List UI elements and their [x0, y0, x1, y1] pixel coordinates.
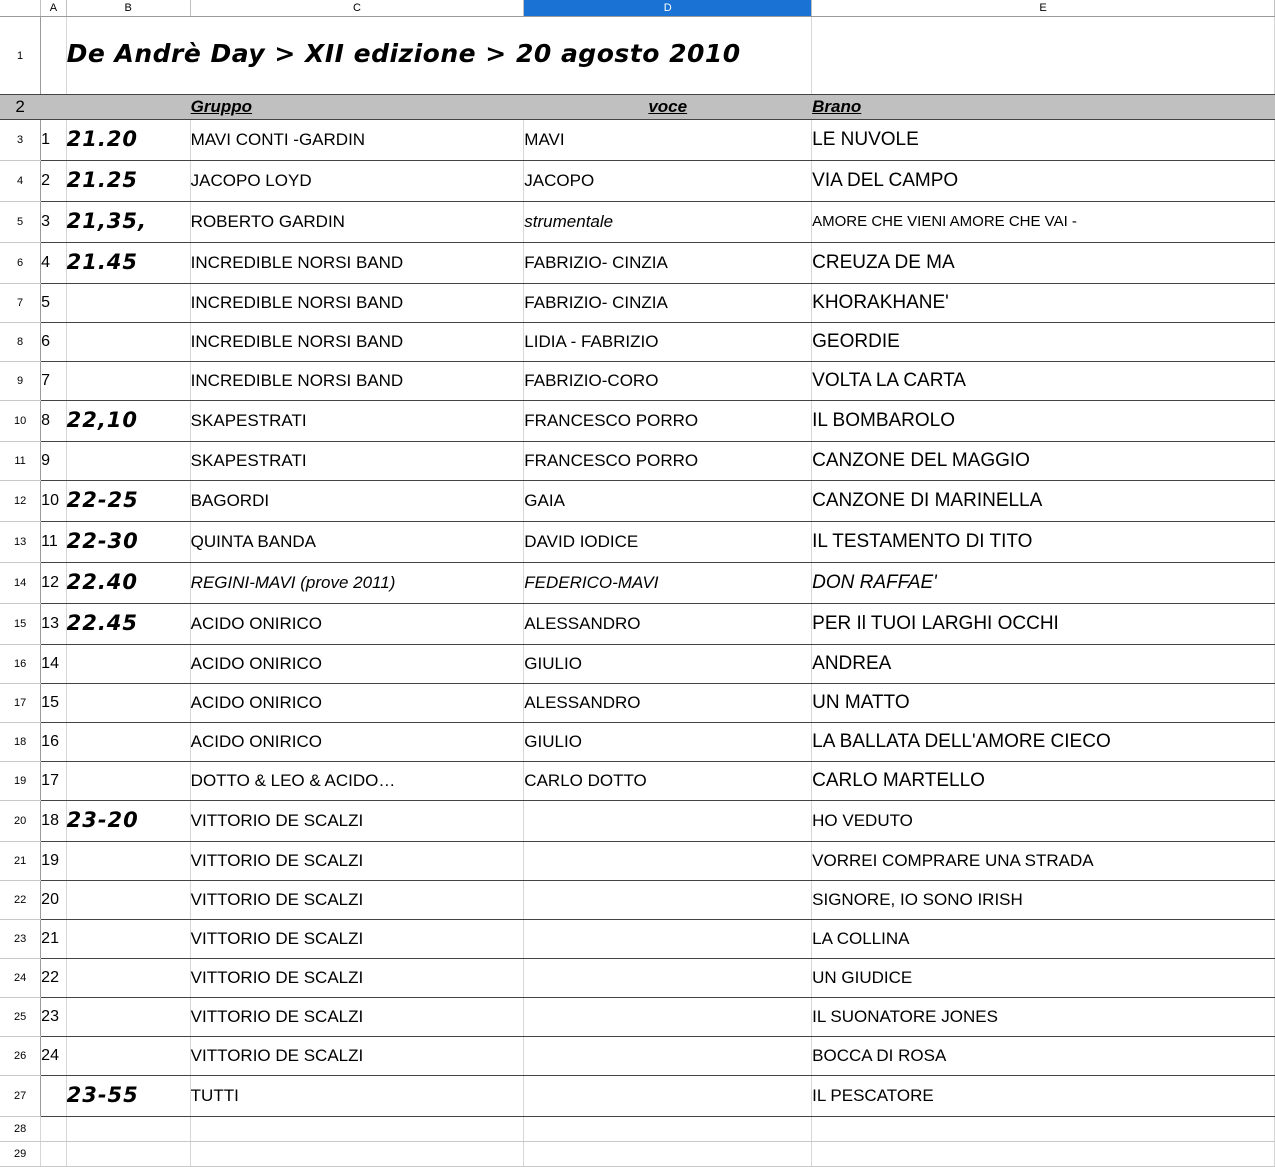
cell-a2[interactable] [41, 95, 66, 120]
table-row [0, 645, 1275, 684]
cell-gruppo[interactable]: INCREDIBLE NORSI BAND [190, 362, 524, 401]
table-row [0, 959, 1275, 998]
cell-time[interactable] [66, 920, 190, 959]
table-row [0, 243, 1275, 284]
cell-brano[interactable]: GEORDIE [812, 323, 1275, 362]
cell-voce[interactable]: DAVID IODICE [524, 522, 812, 563]
table-row [0, 120, 1275, 161]
cell-gruppo[interactable]: MAVI CONTI -GARDIN [190, 120, 524, 161]
time-value: 21,35, [66, 209, 147, 233]
cell-voce[interactable]: strumentale [524, 202, 812, 243]
cell-index[interactable]: 13 [41, 604, 66, 645]
sheet-title: De Andrè Day > XII edizione > 20 agosto 2010 [66, 39, 741, 68]
table-row [0, 1037, 1275, 1076]
cell-time[interactable] [66, 522, 190, 563]
cell-index[interactable]: 7 [41, 362, 66, 401]
table-row [0, 842, 1275, 881]
cell-index[interactable]: 3 [41, 202, 66, 243]
cell-index[interactable]: 24 [41, 1037, 66, 1076]
table-row [0, 284, 1275, 323]
cell-index[interactable]: 23 [41, 998, 66, 1037]
row-header[interactable]: 15 [0, 604, 41, 645]
cell-time[interactable] [66, 1037, 190, 1076]
cell-brano[interactable]: BOCCA DI ROSA [812, 1037, 1275, 1076]
cell-brano[interactable]: PER Il TUOI LARGHI OCCHI [812, 604, 1275, 645]
table-row [0, 401, 1275, 442]
column-header-c[interactable]: C [190, 0, 524, 17]
cell-voce[interactable] [524, 920, 812, 959]
row-header[interactable]: 8 [0, 323, 41, 362]
cell-brano[interactable]: UN MATTO [812, 684, 1275, 723]
cell-voce[interactable]: FRANCESCO PORRO [524, 442, 812, 481]
cell-time[interactable] [66, 998, 190, 1037]
cell-empty[interactable] [190, 1142, 524, 1167]
cell-index[interactable]: 14 [41, 645, 66, 684]
time-value: 21.20 [66, 127, 139, 151]
cell-brano[interactable]: CARLO MARTELLO [812, 762, 1275, 801]
cell-time[interactable] [66, 161, 190, 202]
row-header[interactable]: 6 [0, 243, 41, 284]
cell-brano[interactable]: IL TESTAMENTO DI TITO [812, 522, 1275, 563]
cell-gruppo[interactable]: ACIDO ONIRICO [190, 684, 524, 723]
cell-voce[interactable]: MAVI [524, 120, 812, 161]
cell-brano[interactable]: ANDREA [812, 645, 1275, 684]
cell-index[interactable]: 5 [41, 284, 66, 323]
table-row [0, 362, 1275, 401]
time-value: 22-25 [66, 488, 139, 512]
cell-gruppo[interactable]: SKAPESTRATI [190, 442, 524, 481]
cell-brano[interactable]: LA COLLINA [812, 920, 1275, 959]
cell-voce[interactable]: JACOPO [524, 161, 812, 202]
cell-b2[interactable] [66, 95, 190, 120]
cell-brano[interactable]: VORREI COMPRARE UNA STRADA [812, 842, 1275, 881]
cell-time[interactable] [66, 401, 190, 442]
cell-index[interactable]: 19 [41, 842, 66, 881]
cell-time[interactable] [66, 959, 190, 998]
cell-time[interactable] [66, 604, 190, 645]
row-header[interactable]: 11 [0, 442, 41, 481]
cell-index[interactable]: 15 [41, 684, 66, 723]
row-header[interactable]: 25 [0, 998, 41, 1037]
cell-brano[interactable]: CANZONE DI MARINELLA [812, 481, 1275, 522]
cell-gruppo[interactable]: SKAPESTRATI [190, 401, 524, 442]
cell-time[interactable] [66, 762, 190, 801]
cell-voce[interactable] [524, 998, 812, 1037]
cell-gruppo[interactable]: VITTORIO DE SCALZI [190, 959, 524, 998]
cell-brano[interactable]: VOLTA LA CARTA [812, 362, 1275, 401]
cell-index[interactable]: 18 [41, 801, 66, 842]
cell-index[interactable]: 6 [41, 323, 66, 362]
row-header[interactable]: 20 [0, 801, 41, 842]
row-header[interactable]: 5 [0, 202, 41, 243]
cell-index[interactable]: 22 [41, 959, 66, 998]
cell-index[interactable]: 2 [41, 161, 66, 202]
cell-voce[interactable]: FABRIZIO- CINZIA [524, 243, 812, 284]
table-row [0, 202, 1275, 243]
cell-voce[interactable]: ALESSANDRO [524, 684, 812, 723]
cell-time[interactable] [66, 442, 190, 481]
cell-time[interactable] [66, 323, 190, 362]
cell-voce[interactable] [524, 801, 812, 842]
table-row [0, 998, 1275, 1037]
cell-voce[interactable] [524, 881, 812, 920]
cell-a1[interactable] [41, 17, 66, 95]
time-value: 23-55 [66, 1083, 139, 1107]
table-row [0, 920, 1275, 959]
cell-empty[interactable] [66, 1142, 190, 1167]
cell-brano[interactable]: CANZONE DEL MAGGIO [812, 442, 1275, 481]
cell-brano[interactable]: SIGNORE, IO SONO IRISH [812, 881, 1275, 920]
cell-e1[interactable] [812, 17, 1275, 95]
row-header[interactable]: 3 [0, 120, 41, 161]
row-header[interactable]: 9 [0, 362, 41, 401]
cell-gruppo[interactable]: INCREDIBLE NORSI BAND [190, 243, 524, 284]
cell-gruppo[interactable]: TUTTI [190, 1076, 524, 1117]
header-voce-label: voce [648, 97, 688, 116]
cell-time[interactable] [66, 362, 190, 401]
row-header[interactable]: 28 [0, 1117, 41, 1142]
row-header[interactable]: 27 [0, 1076, 41, 1117]
cell-b1-title[interactable] [66, 17, 812, 95]
header-brano[interactable] [812, 95, 1275, 120]
cell-gruppo[interactable]: ACIDO ONIRICO [190, 645, 524, 684]
cell-time[interactable] [66, 481, 190, 522]
row-header[interactable]: 18 [0, 723, 41, 762]
cell-voce[interactable] [524, 1037, 812, 1076]
cell-index[interactable]: 17 [41, 762, 66, 801]
cell-voce[interactable]: GIULIO [524, 723, 812, 762]
header-brano-label: Brano [812, 97, 862, 116]
table-row [0, 323, 1275, 362]
cell-brano[interactable]: LE NUVOLE [812, 120, 1275, 161]
cell-empty[interactable] [524, 1142, 812, 1167]
cell-index[interactable]: 1 [41, 120, 66, 161]
row-header[interactable]: 21 [0, 842, 41, 881]
row-header[interactable]: 23 [0, 920, 41, 959]
cell-time[interactable] [66, 842, 190, 881]
row-header[interactable]: 19 [0, 762, 41, 801]
cell-index[interactable]: 9 [41, 442, 66, 481]
empty-row [0, 1117, 1275, 1142]
header-voce[interactable] [524, 95, 812, 120]
cell-voce[interactable] [524, 959, 812, 998]
cell-time[interactable] [66, 120, 190, 161]
cell-index[interactable]: 11 [41, 522, 66, 563]
title-row [0, 17, 1275, 95]
cell-time[interactable] [66, 1076, 190, 1117]
cell-brano[interactable]: VIA DEL CAMPO [812, 161, 1275, 202]
row-header[interactable]: 2 [0, 95, 41, 120]
cell-gruppo[interactable]: VITTORIO DE SCALZI [190, 920, 524, 959]
cell-empty[interactable] [41, 1117, 66, 1142]
cell-gruppo[interactable]: DOTTO & LEO & ACIDO… [190, 762, 524, 801]
cell-voce[interactable]: CARLO DOTTO [524, 762, 812, 801]
row-header[interactable]: 26 [0, 1037, 41, 1076]
cell-time[interactable] [66, 723, 190, 762]
cell-gruppo[interactable]: VITTORIO DE SCALZI [190, 881, 524, 920]
cell-brano[interactable]: LA BALLATA DELL'AMORE CIECO [812, 723, 1275, 762]
cell-time[interactable] [66, 645, 190, 684]
cell-empty[interactable] [812, 1142, 1275, 1167]
cell-time[interactable] [66, 284, 190, 323]
cell-voce[interactable]: LIDIA - FABRIZIO [524, 323, 812, 362]
cell-brano[interactable]: CREUZA DE MA [812, 243, 1275, 284]
cell-gruppo[interactable]: BAGORDI [190, 481, 524, 522]
cell-brano[interactable]: AMORE CHE VIENI AMORE CHE VAI - [812, 202, 1275, 243]
cell-gruppo[interactable]: QUINTA BANDA [190, 522, 524, 563]
cell-index[interactable]: 10 [41, 481, 66, 522]
cell-brano[interactable]: HO VEDUTO [812, 801, 1275, 842]
table-row [0, 881, 1275, 920]
cell-index[interactable]: 12 [41, 563, 66, 604]
cell-voce[interactable]: FABRIZIO- CINZIA [524, 284, 812, 323]
cell-index[interactable]: 8 [41, 401, 66, 442]
column-header-e[interactable]: E [812, 0, 1275, 17]
row-header[interactable]: 7 [0, 284, 41, 323]
cell-voce[interactable]: GIULIO [524, 645, 812, 684]
cell-gruppo[interactable]: JACOPO LOYD [190, 161, 524, 202]
time-value: 21.45 [66, 250, 139, 274]
cell-voce[interactable]: FEDERICO-MAVI [524, 563, 812, 604]
cell-index[interactable]: 16 [41, 723, 66, 762]
cell-voce[interactable]: FABRIZIO-CORO [524, 362, 812, 401]
cell-gruppo[interactable]: ROBERTO GARDIN [190, 202, 524, 243]
row-header[interactable]: 17 [0, 684, 41, 723]
cell-voce[interactable] [524, 1076, 812, 1117]
row-header[interactable]: 24 [0, 959, 41, 998]
table-row [0, 522, 1275, 563]
row-header[interactable]: 16 [0, 645, 41, 684]
column-header-row [0, 0, 1275, 17]
row-header[interactable]: 22 [0, 881, 41, 920]
cell-gruppo[interactable]: VITTORIO DE SCALZI [190, 842, 524, 881]
cell-index[interactable] [41, 1076, 66, 1117]
cell-brano[interactable]: UN GIUDICE [812, 959, 1275, 998]
table-row [0, 723, 1275, 762]
table-row [0, 684, 1275, 723]
column-header-b[interactable]: B [66, 0, 190, 17]
cell-voce[interactable] [524, 842, 812, 881]
column-header-d[interactable]: D [524, 0, 812, 17]
row-header[interactable]: 13 [0, 522, 41, 563]
table-row [0, 801, 1275, 842]
cell-empty[interactable] [524, 1117, 812, 1142]
table-row [0, 442, 1275, 481]
row-header[interactable]: 14 [0, 563, 41, 604]
column-header-a[interactable]: A [41, 0, 66, 17]
cell-brano[interactable]: KHORAKHANE' [812, 284, 1275, 323]
time-value: 21.25 [66, 168, 139, 192]
cell-time[interactable] [66, 684, 190, 723]
table-row [0, 1076, 1275, 1117]
cell-gruppo[interactable]: VITTORIO DE SCALZI [190, 1037, 524, 1076]
cell-voce[interactable]: FRANCESCO PORRO [524, 401, 812, 442]
row-header[interactable]: 10 [0, 401, 41, 442]
row-header[interactable]: 29 [0, 1142, 41, 1167]
cell-gruppo[interactable]: REGINI-MAVI (prove 2011) [190, 563, 524, 604]
header-gruppo-label: Gruppo [190, 97, 253, 116]
time-value: 22,10 [66, 408, 139, 432]
cell-gruppo[interactable]: INCREDIBLE NORSI BAND [190, 284, 524, 323]
time-value: 23-20 [66, 808, 139, 832]
table-row [0, 762, 1275, 801]
table-row [0, 604, 1275, 645]
cell-empty[interactable] [812, 1117, 1275, 1142]
row-header[interactable]: 4 [0, 161, 41, 202]
cell-index[interactable]: 4 [41, 243, 66, 284]
header-row [0, 95, 1275, 120]
time-value: 22.45 [66, 611, 139, 635]
cell-brano[interactable]: DON RAFFAE' [812, 563, 1275, 604]
cell-gruppo[interactable]: INCREDIBLE NORSI BAND [190, 323, 524, 362]
row-header[interactable]: 1 [0, 17, 41, 95]
table-row [0, 481, 1275, 522]
cell-brano[interactable]: IL BOMBAROLO [812, 401, 1275, 442]
empty-row [0, 1142, 1275, 1167]
table-row [0, 563, 1275, 604]
cell-voce[interactable]: GAIA [524, 481, 812, 522]
cell-voce[interactable]: ALESSANDRO [524, 604, 812, 645]
cell-empty[interactable] [66, 1117, 190, 1142]
cell-time[interactable] [66, 801, 190, 842]
cell-gruppo[interactable]: VITTORIO DE SCALZI [190, 998, 524, 1037]
header-gruppo[interactable] [190, 95, 524, 120]
cell-empty[interactable] [41, 1142, 66, 1167]
cell-empty[interactable] [190, 1117, 524, 1142]
select-all-corner[interactable] [0, 0, 41, 17]
cell-gruppo[interactable]: ACIDO ONIRICO [190, 723, 524, 762]
cell-brano[interactable]: IL SUONATORE JONES [812, 998, 1275, 1037]
cell-index[interactable]: 20 [41, 881, 66, 920]
cell-time[interactable] [66, 563, 190, 604]
cell-time[interactable] [66, 243, 190, 284]
cell-time[interactable] [66, 202, 190, 243]
cell-gruppo[interactable]: VITTORIO DE SCALZI [190, 801, 524, 842]
cell-index[interactable]: 21 [41, 920, 66, 959]
table-row [0, 161, 1275, 202]
cell-brano[interactable]: IL PESCATORE [812, 1076, 1275, 1117]
row-header[interactable]: 12 [0, 481, 41, 522]
cell-time[interactable] [66, 881, 190, 920]
time-value: 22-30 [66, 529, 139, 553]
cell-gruppo[interactable]: ACIDO ONIRICO [190, 604, 524, 645]
time-value: 22.40 [66, 570, 139, 594]
